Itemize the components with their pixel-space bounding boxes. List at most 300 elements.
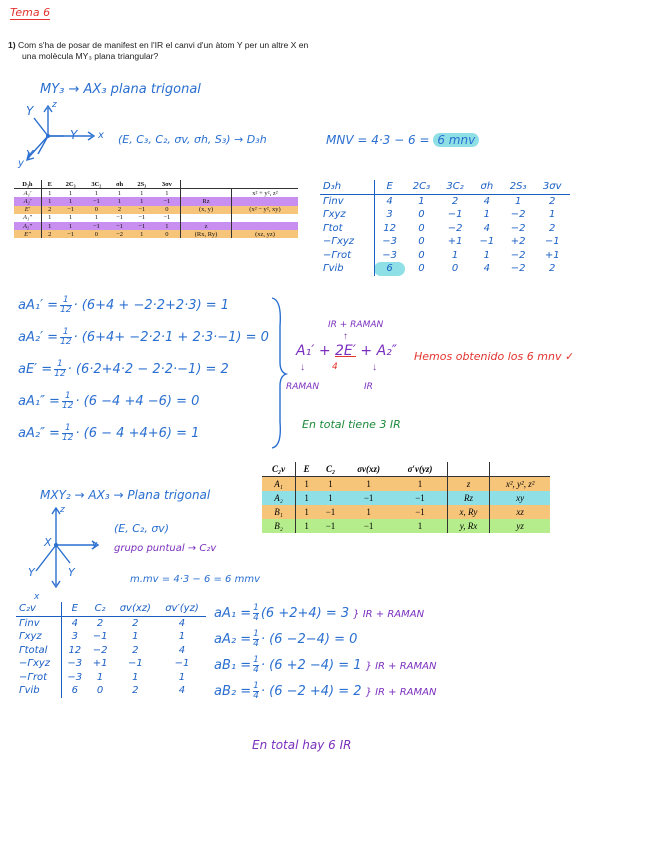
table-cell: 0	[96, 685, 104, 697]
table-cell: Γinv	[16, 616, 62, 630]
fraction-denominator: 4	[253, 665, 259, 675]
table-row	[14, 189, 298, 198]
question-number: 1)	[8, 40, 16, 50]
table-cell: E′	[14, 206, 41, 214]
table-row	[14, 230, 298, 238]
fraction-denominator: 12	[61, 401, 74, 411]
table-header-cell: E	[374, 180, 405, 194]
table-header-cell: D₃h	[320, 180, 374, 194]
equation-rhs: · (6 −2 +4) = 2	[260, 684, 362, 699]
table-cell: Γxyz	[320, 208, 374, 222]
table-cell: (xz, yz)	[255, 230, 275, 238]
table-cell: −2	[447, 222, 463, 234]
table-cell: −Γxyz	[16, 657, 62, 671]
table-cell: −1	[363, 493, 374, 503]
table-cell: Γxyz	[16, 630, 62, 644]
fraction-denominator: 12	[60, 305, 72, 315]
table-cell: 1	[393, 519, 447, 533]
part1-total: En total tiene 3 IR	[302, 418, 401, 431]
part2-axis-z: z	[60, 505, 65, 515]
table-cell: B₂	[262, 519, 296, 533]
equation-fraction	[253, 656, 259, 675]
table-header-cell: E	[296, 462, 317, 477]
table-cell: (Rx, Ry)	[181, 230, 232, 238]
equation-rhs: · (6 +2 −4) = 1	[260, 658, 362, 673]
table-cell: 1	[483, 209, 491, 221]
part1-mnv	[326, 133, 479, 147]
table-cell: 1	[514, 195, 522, 207]
table-cell: −1	[447, 209, 463, 221]
arrow-down-1: ↓	[300, 362, 305, 373]
table-cell: 2	[549, 222, 556, 234]
table-header-cell: σh	[109, 180, 130, 189]
table-row	[320, 222, 570, 236]
table-cell: −2	[116, 230, 123, 238]
table-cell: −1	[393, 491, 447, 505]
equation-row	[18, 424, 269, 456]
table-cell: 6	[71, 685, 78, 697]
hemos-note: Hemos obtenido los 6 mnv ✓	[414, 350, 575, 363]
table-cell: 1	[418, 195, 425, 207]
table-header-cell: 3C₂	[438, 180, 472, 194]
table-row	[16, 684, 206, 698]
part1-axis-z: z	[52, 100, 57, 110]
table-cell: 1	[68, 214, 73, 222]
part1-atom-y3: Y	[26, 148, 34, 162]
part1-mnv-result: 6 mnv	[433, 133, 479, 147]
table-cell: 1	[549, 209, 556, 221]
table-cell: 0	[418, 209, 425, 221]
table-cell: 0	[154, 230, 181, 238]
table-header-cell: 3σv	[534, 180, 570, 194]
table-cell: 1	[451, 249, 459, 261]
table-cell: Γtotal	[16, 644, 62, 658]
table-cell: −2	[510, 222, 526, 234]
fraction-numerator: 1	[253, 681, 259, 691]
table-cell: 0	[94, 230, 98, 238]
table-cell: −Γxyz	[320, 235, 374, 249]
equation-lhs: aA₂″ =	[18, 426, 60, 441]
part1-axis-y: y	[18, 158, 24, 169]
question-line2: una molècula MY₃ plana triangular?	[22, 51, 159, 61]
table-cell: 1	[304, 479, 309, 489]
table-cell: −3	[382, 249, 397, 261]
equation-lhs: aA₁′ =	[18, 298, 59, 313]
table-header-cell: σv(xz)	[113, 602, 158, 616]
table-cell: A₁′	[14, 189, 41, 198]
table-cell: −3	[67, 658, 83, 670]
part2-grupo: grupo puntual → C₂v	[114, 543, 217, 554]
table-cell: A₂′	[14, 197, 41, 205]
equation-note: } IR + RAMAN	[353, 609, 425, 620]
table-cell: z	[181, 222, 232, 230]
equation-rhs: · (6 −2−4) = 0	[260, 632, 358, 647]
table-cell: −1	[325, 507, 336, 517]
table-header-row	[320, 180, 570, 194]
equation-row	[214, 604, 436, 630]
table-cell: 4	[483, 195, 491, 207]
fraction-numerator: 1	[253, 655, 259, 665]
table-cell: 12	[383, 222, 396, 234]
table-cell: 2	[96, 617, 104, 629]
equation-rhs: · (6+4+ −2·2·1 + 2·3·−1) = 0	[73, 330, 269, 345]
table-cell: 4	[178, 617, 186, 629]
table-cell: +2	[510, 236, 526, 248]
arrow-up: ↑	[343, 331, 348, 342]
table-cell: −1	[363, 521, 374, 531]
part2-axes-sketch	[14, 505, 104, 595]
table-cell: 2	[48, 230, 52, 238]
brace	[268, 296, 288, 450]
equation-lhs: aB₁ =	[214, 658, 252, 673]
table-cell: 2	[117, 206, 122, 214]
table-cell: −1	[92, 197, 100, 205]
fraction-numerator: 1	[62, 424, 73, 434]
equation-rhs: (6 +2+4) = 3	[260, 606, 350, 621]
table-cell: Rz	[181, 197, 232, 205]
part1-equations	[18, 296, 269, 456]
fraction-denominator: 12	[60, 337, 72, 347]
equation-fraction	[62, 424, 73, 443]
d3h-character-table	[14, 180, 298, 238]
page-title: Tema 6	[10, 6, 51, 19]
table-cell: Γvib	[16, 684, 62, 698]
table-header-cell	[447, 462, 490, 477]
table-cell: +1	[447, 236, 463, 248]
table-cell: A₂″	[14, 222, 41, 230]
table-cell: −1	[479, 236, 495, 248]
table-cell: Γvib	[320, 262, 374, 276]
table-cell: −1	[174, 658, 190, 670]
part1-heading: MY₃ → AX₃ plana trigonal	[40, 82, 201, 97]
table-cell: +1	[544, 249, 560, 261]
table-cell: −1	[116, 222, 123, 230]
table-header-cell: 3σv	[154, 180, 181, 189]
part1-mnv-label: MNV = 4·3 − 6 =	[326, 133, 430, 147]
part1-sym-elements: (E, C₃, C₂, σv, σh, S₃) → D₃h	[118, 133, 267, 146]
table-cell: −1	[544, 236, 560, 248]
table-row	[320, 249, 570, 263]
table-header-cell	[181, 180, 232, 189]
table-cell	[181, 214, 232, 222]
raman-label: RAMAN	[286, 382, 320, 392]
table-cell: A₁	[262, 477, 296, 492]
question	[8, 40, 308, 62]
table-cell: 2	[549, 263, 556, 275]
table-cell: 0	[418, 222, 425, 234]
table-cell: 4	[178, 644, 186, 656]
equation-fraction	[253, 604, 259, 623]
table-header-cell	[231, 180, 298, 189]
equation-fraction	[60, 296, 71, 315]
table-cell: −Γrot	[16, 671, 62, 685]
table-cell: −1	[92, 631, 108, 643]
part2-sym-elements: (E, C₂, σv)	[114, 522, 170, 535]
table-cell: 1	[140, 230, 144, 238]
table-cell: 0	[451, 263, 459, 275]
table-cell: 1	[48, 214, 52, 222]
question-line1: Com s'ha de posar de manifest en l'IR el canvi d'un àtom Y per un altre X en	[18, 40, 309, 50]
table-cell: 1	[117, 189, 122, 197]
result-expr-c: + A₂″	[360, 343, 398, 359]
equation-row	[18, 392, 269, 424]
table-cell: 1	[94, 189, 98, 197]
ir-label: IR	[364, 382, 373, 392]
fraction-numerator: 1	[62, 392, 73, 402]
part2-equations	[214, 604, 436, 708]
table-row	[16, 671, 206, 685]
result-expr-b: 2E′	[335, 343, 356, 359]
part2-atom-y2: Y	[68, 566, 75, 579]
table-cell: xy	[516, 493, 525, 503]
equation-lhs: aA₁″ =	[18, 394, 60, 409]
table-cell: −1	[393, 505, 447, 519]
table-cell: −1	[67, 230, 75, 238]
table-cell: 1	[393, 477, 447, 492]
table-cell: 1	[178, 671, 186, 683]
equation-rhs: · (6 −4 +4 −6) = 0	[75, 394, 200, 409]
table-cell: 2	[132, 685, 139, 697]
fraction-denominator: 12	[61, 433, 74, 443]
table-header-cell: C₂v	[262, 462, 296, 477]
result-expr-a: A₁′ +	[296, 343, 331, 359]
table-cell: −1	[154, 197, 181, 205]
table-cell: Γinv	[320, 194, 374, 208]
table-cell: 1	[132, 671, 139, 683]
part2-heading: MXY₂ → AX₃ → Plana trigonal	[40, 488, 211, 502]
equation-row	[214, 630, 436, 656]
table-header-cell: σh	[472, 180, 502, 194]
table-cell: −1	[325, 521, 336, 531]
table-header-cell: D₃h	[14, 180, 41, 189]
table-cell: 4	[386, 195, 393, 207]
table-cell: 1	[178, 631, 186, 643]
part2-atom-y1: Y	[28, 566, 35, 579]
table-cell: −1	[138, 206, 146, 214]
table-row	[320, 194, 570, 208]
table-cell: 1	[154, 189, 181, 198]
equation-fraction	[253, 630, 259, 649]
table-cell: 0	[94, 206, 98, 214]
table-row	[262, 477, 550, 492]
table-cell: 1	[304, 493, 309, 503]
table-cell: 1	[304, 521, 309, 531]
table-cell: 12	[68, 644, 82, 656]
table-header-row	[14, 180, 298, 189]
table-cell	[231, 197, 298, 205]
table-row	[16, 616, 206, 630]
equation-lhs: aA₂′ =	[18, 330, 59, 345]
table-header-cell	[490, 462, 550, 477]
table-header-cell: 2S₃	[130, 180, 154, 189]
table-cell: −3	[67, 671, 83, 683]
table-cell: −2	[510, 249, 526, 261]
table-cell: A₂	[262, 491, 296, 505]
table-row	[320, 235, 570, 249]
table-header-cell: E	[62, 602, 88, 616]
table-row	[262, 519, 550, 533]
result-4: 4	[332, 362, 338, 372]
table-row	[262, 505, 550, 519]
table-row	[14, 197, 298, 205]
table-cell: 1	[68, 197, 73, 205]
fraction-numerator: 1	[60, 328, 71, 338]
fraction-denominator: 4	[253, 639, 259, 649]
c2v-gamma-table	[16, 602, 206, 698]
table-cell: 3	[386, 209, 393, 221]
equation-fraction	[62, 392, 73, 411]
table-cell: −3	[382, 236, 397, 248]
table-cell: 2	[132, 617, 139, 629]
equation-row	[18, 328, 269, 360]
table-row	[14, 206, 298, 214]
table-cell: 2	[451, 195, 459, 207]
ir-raman-top-label: IR + RAMAN	[328, 320, 384, 330]
table-cell: −1	[127, 658, 143, 670]
table-cell: (x, y)	[181, 206, 232, 214]
fraction-numerator: 1	[253, 629, 259, 639]
fraction-numerator: 1	[54, 360, 65, 370]
table-row	[16, 630, 206, 644]
table-header-cell: σv′(yz)	[158, 602, 206, 616]
fraction-denominator: 4	[253, 613, 259, 623]
equation-lhs: aA₁ =	[214, 606, 252, 621]
table-cell: 1	[48, 189, 52, 197]
table-cell: 4	[483, 263, 491, 275]
table-cell: 4	[178, 685, 186, 697]
equation-rhs: · (6·2+4·2 − 2·2·−1) = 2	[67, 362, 229, 377]
table-cell: 1	[140, 197, 144, 205]
table-header-cell: E	[41, 180, 57, 189]
table-row	[14, 214, 298, 222]
table-cell: 0	[154, 206, 181, 214]
table-cell: −2	[510, 263, 526, 275]
equation-rhs: · (6 − 4 +4+6) = 1	[75, 426, 200, 441]
part1-atom-y2: Y	[70, 128, 78, 142]
equation-note: } IR + RAMAN	[365, 661, 437, 672]
table-cell: 4	[483, 222, 491, 234]
c2v-character-table	[262, 462, 550, 533]
table-cell: 0	[418, 249, 425, 261]
equation-row	[214, 656, 436, 682]
table-cell: 0	[418, 236, 425, 248]
table-header-cell: C₂v	[16, 602, 62, 616]
table-row	[262, 491, 550, 505]
table-cell: Γtot	[320, 222, 374, 236]
table-cell: 1	[154, 222, 181, 230]
table-row	[16, 644, 206, 658]
table-cell: x² + y², z²	[252, 189, 278, 197]
result-expression	[296, 343, 397, 359]
table-cell: E″	[14, 230, 41, 238]
table-cell	[231, 222, 298, 230]
table-cell: B₁	[262, 505, 296, 519]
table-cell: 1	[94, 214, 98, 222]
table-header-cell: 2S₃	[502, 180, 535, 194]
equation-fraction	[60, 328, 71, 347]
part2-axis-y: y	[92, 540, 98, 550]
table-cell: 0	[418, 263, 425, 275]
table-cell: 1	[117, 197, 122, 205]
fraction-denominator: 4	[253, 691, 259, 701]
part2-axis-x: x	[34, 592, 40, 602]
table-cell: 2	[132, 644, 139, 656]
table-cell: 1	[366, 507, 371, 517]
table-cell: 1	[483, 249, 491, 261]
table-row	[16, 657, 206, 671]
table-cell: −1	[92, 222, 100, 230]
table-cell: −1	[138, 222, 146, 230]
table-cell: z	[447, 477, 490, 492]
fraction-numerator: 1	[253, 603, 259, 613]
part2-total: En total hay 6 IR	[252, 738, 352, 752]
table-cell: x, Ry	[447, 505, 490, 519]
part2-atom-x: X	[44, 536, 52, 549]
table-row	[320, 262, 570, 276]
equation-note: } IR + RAMAN	[365, 687, 437, 698]
table-cell: 1	[96, 671, 104, 683]
table-cell: 4	[71, 617, 78, 629]
part1-atom-y1: Y	[26, 104, 34, 118]
equation-lhs: aB₂ =	[214, 684, 252, 699]
table-cell: 1	[304, 507, 309, 517]
arrow-down-2: ↓	[372, 362, 377, 373]
part2-mnv: m.mv = 4·3 − 6 = 6 mmv	[130, 574, 260, 585]
table-cell: 1	[140, 189, 144, 197]
table-cell: 3	[71, 631, 78, 643]
table-cell: y, Rx	[447, 519, 490, 533]
table-cell: x², y², z²	[505, 479, 535, 489]
table-cell: yz	[516, 521, 524, 531]
table-cell: −2	[510, 209, 526, 221]
table-header-cell: C₂	[87, 602, 112, 616]
table-cell: −1	[154, 214, 181, 222]
table-header-cell: 2C₃	[58, 180, 84, 189]
table-cell: (x² − y², xy)	[249, 206, 281, 214]
table-row	[320, 208, 570, 222]
table-cell: 2	[549, 195, 556, 207]
table-cell: 1	[328, 479, 333, 489]
table-header-row	[262, 462, 550, 477]
table-cell: −1	[138, 214, 146, 222]
equation-fraction	[54, 360, 65, 379]
table-cell: +1	[92, 658, 108, 670]
table-header-cell: σ′v(yz)	[393, 462, 447, 477]
table-cell	[231, 214, 298, 222]
table-cell: 2	[48, 206, 52, 214]
part1-axis-x: x	[98, 130, 104, 141]
table-header-cell: 2C₃	[405, 180, 439, 194]
table-header-cell: 3C₂	[83, 180, 109, 189]
d3h-gamma-table	[320, 180, 570, 276]
table-cell: 1	[68, 189, 73, 197]
equation-fraction	[253, 682, 259, 701]
table-cell: −1	[116, 214, 123, 222]
equation-row	[214, 682, 436, 708]
table-row	[14, 222, 298, 230]
equation-lhs: aA₂ =	[214, 632, 252, 647]
table-cell: 1	[366, 479, 371, 489]
equation-row	[18, 360, 269, 392]
equation-row	[18, 296, 269, 328]
table-cell: −1	[67, 206, 75, 214]
equation-lhs: aE′ =	[18, 362, 53, 377]
table-cell: 1	[48, 222, 52, 230]
table-cell: Rz	[447, 491, 490, 505]
fraction-denominator: 12	[54, 369, 66, 379]
table-cell: 1	[48, 197, 52, 205]
table-header-cell: σv(xz)	[344, 462, 393, 477]
